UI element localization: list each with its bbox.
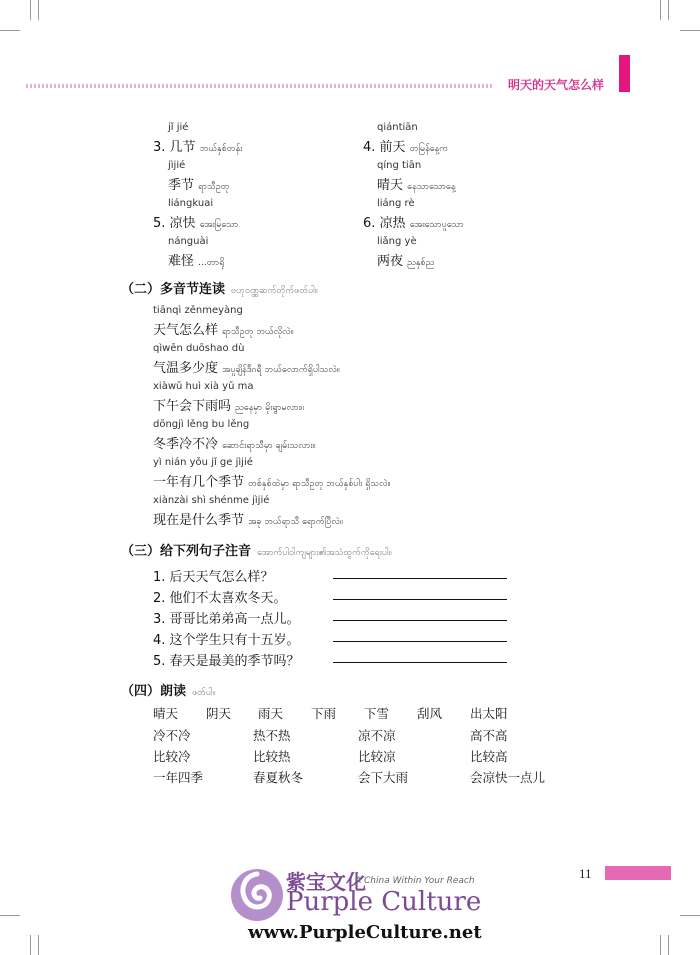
- vocab-pinyin: nánguài: [168, 236, 209, 247]
- reading-word: 凉不凉: [358, 728, 396, 743]
- brand-tagline: A China Within Your Reach: [355, 876, 475, 886]
- section-heading: （三）给下列句子注音 အောက်ပါဝါကျများ၏အသံထွက်ကိုရေးပါ။: [121, 544, 392, 559]
- vocab-word: 难怪 ...တာရို: [168, 254, 225, 269]
- vocab-word: 3. 几节 ဘယ်နှစ်တန်း: [153, 140, 243, 155]
- vocab-pinyin: qíng tiān: [377, 160, 422, 171]
- vocab-word: 4. 前天 တမြန်နေ့က: [363, 140, 449, 155]
- vocab-word: 6. 凉热 အေးသောပူသော: [363, 216, 464, 231]
- page-number: 11: [579, 866, 592, 881]
- vocab-pinyin: qiántiān: [377, 122, 418, 133]
- reading-word: 比较热: [253, 749, 291, 764]
- section-heading: （二）多音节连读 ဗဟုဝဏ္ဏဆက်တိုက်ဖတ်ပါ။: [121, 282, 318, 297]
- reading-word: 春夏秋冬: [253, 770, 304, 785]
- reading-word: 比较凉: [358, 749, 396, 764]
- phrase: 现在是什么季节 အခု ဘယ်ရာသီ ရောက်ပြီလဲ။: [153, 513, 343, 528]
- vocab-pinyin: liáng rè: [377, 198, 415, 209]
- phrase: 天气怎么样 ရာသီဥတု ဘယ်လိုလဲ။: [153, 323, 294, 338]
- phrase-pinyin: tiānqì zěnmeyàng: [153, 305, 243, 316]
- exercise-sentence: 1. 后天天气怎么样？: [153, 570, 274, 585]
- crop-mark: [30, 0, 31, 20]
- answer-line[interactable]: [333, 578, 507, 579]
- vocab-word: 晴天 နေသာသောနေ့: [377, 178, 456, 193]
- exercise-sentence: 3. 哥哥比弟弟高一点儿。: [153, 612, 300, 627]
- vocab-pinyin: liǎng yè: [377, 236, 417, 247]
- vocab-word: 季节 ရာသီဥတု: [168, 178, 230, 193]
- reading-word: 雨天: [258, 706, 284, 721]
- page-accent-bar: [605, 866, 671, 880]
- crop-mark: [0, 30, 20, 31]
- crop-mark: [680, 30, 700, 31]
- phrase: 下午会下雨吗 ညနေမှာ မိုးရွာမလား။: [153, 399, 304, 414]
- reading-word: 下雪: [364, 706, 390, 721]
- reading-word: 下雨: [311, 706, 337, 721]
- reading-word: 晴天: [153, 706, 179, 721]
- reading-word: 比较冷: [153, 749, 191, 764]
- phrase: 冬季冷不冷 ဆောင်းရာသီမှာ ချမ်းသလား။: [153, 437, 316, 452]
- reading-word: 热不热: [253, 728, 291, 743]
- phrase-pinyin: yì nián yǒu jǐ ge jìjié: [153, 457, 253, 468]
- reading-word: 比较高: [470, 749, 508, 764]
- vocab-pinyin: jìjié: [168, 160, 186, 171]
- exercise-sentence: 5. 春天是最美的季节吗？: [153, 654, 300, 669]
- phrase-pinyin: dōngjì lěng bu lěng: [153, 419, 250, 430]
- exercise-sentence: 4. 这个学生只有十五岁。: [153, 633, 300, 648]
- crop-mark: [38, 0, 39, 20]
- vocab-pinyin: liángkuai: [168, 198, 214, 209]
- vocab-pinyin: jǐ jié: [168, 122, 189, 133]
- crop-mark: [668, 0, 669, 20]
- crop-mark: [660, 935, 661, 955]
- phrase: 气温多少度 အပူချိန်ဒီဂရီ ဘယ်လောက်ရှိပါသလဲ။: [153, 361, 340, 376]
- reading-word: 刮风: [417, 706, 443, 721]
- crop-mark: [668, 935, 669, 955]
- section-heading: （四）朗读 ဖတ်ပါ။: [121, 684, 216, 699]
- page-title: 明天的天气怎么样: [508, 78, 605, 92]
- crop-mark: [680, 915, 700, 916]
- header-accent-bar: [619, 55, 630, 92]
- phrase-pinyin: xiàwǔ huì xià yǔ ma: [153, 381, 254, 392]
- phrase: 一年有几个季节 တစ်နှစ်ထဲမှာ ရာသီဥတု ဘယ်နှစ်ပါး ရှိသလဲ။: [153, 475, 391, 490]
- brand-url[interactable]: www.PurpleCulture.net: [248, 922, 482, 943]
- answer-line[interactable]: [333, 599, 507, 600]
- brand-english: Purple Culture: [286, 887, 482, 917]
- reading-word: 出太阳: [470, 706, 508, 721]
- exercise-sentence: 2. 他们不太喜欢冬天。: [153, 591, 287, 606]
- crop-mark: [30, 935, 31, 955]
- reading-word: 会凉快一点儿: [470, 770, 546, 785]
- brand-chinese: 紫宝文化: [286, 870, 366, 894]
- phrase-pinyin: qìwēn duōshao dù: [153, 343, 245, 354]
- reading-word: 会下大雨: [358, 770, 409, 785]
- vocab-word: 两夜 ညနှစ်ည: [377, 254, 435, 269]
- answer-line[interactable]: [333, 620, 507, 621]
- reading-word: 阴天: [206, 706, 232, 721]
- answer-line[interactable]: [333, 662, 507, 663]
- reading-word: 一年四季: [153, 770, 204, 785]
- phrase-pinyin: xiànzài shì shénme jìjié: [153, 495, 270, 506]
- crop-mark: [660, 0, 661, 20]
- header-divider: [26, 84, 493, 88]
- answer-line[interactable]: [333, 641, 507, 642]
- vocab-word: 5. 凉快 အေးမြသော: [153, 216, 239, 231]
- reading-word: 冷不冷: [153, 728, 191, 743]
- purple-culture-logo-icon: [229, 864, 285, 926]
- crop-mark: [38, 935, 39, 955]
- reading-word: 高不高: [470, 728, 508, 743]
- crop-mark: [0, 915, 20, 916]
